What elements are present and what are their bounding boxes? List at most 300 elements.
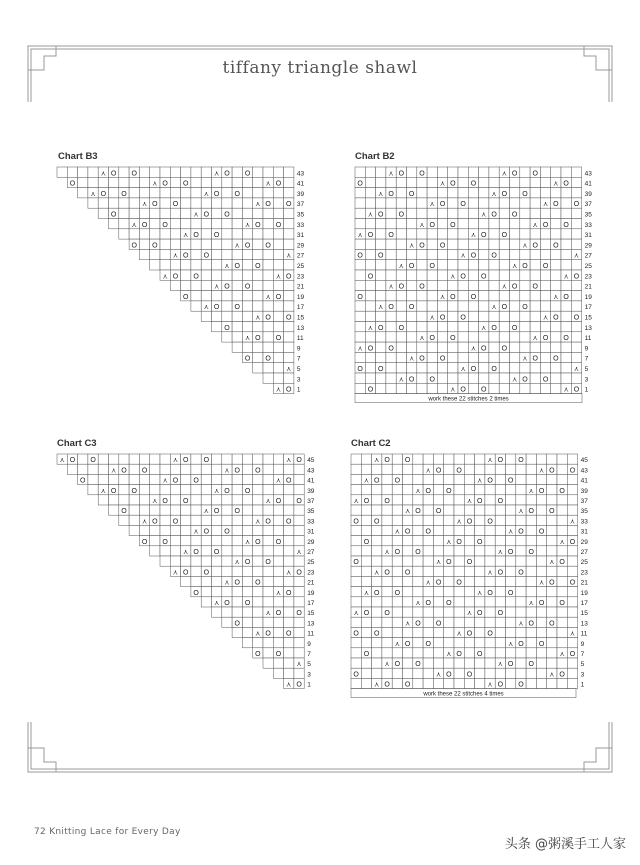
stitch-cell [547,515,557,525]
stitch-cell [510,342,520,352]
yarn-over-symbol: O [425,528,431,536]
stitch-cell [212,556,222,566]
row-number: 3 [580,671,585,679]
stitch-cell [160,546,170,556]
stitch-cell [516,668,526,678]
stitch-cell [212,525,222,535]
stitch-cell [489,177,499,187]
decrease-symbol: ⋏ [384,661,390,669]
yarn-over-symbol: O [507,661,514,669]
yarn-over-symbol: O [501,190,508,198]
stitch-cell [181,198,191,208]
yarn-over-symbol: O [404,569,411,577]
stitch-cell [468,239,478,249]
stitch-cell [382,515,392,525]
stitch-cell [355,280,365,290]
stitch-cell [392,515,402,525]
stitch-cell [284,280,294,290]
stitch-cell [242,291,252,301]
stitch-cell [454,678,464,688]
row-number: 15 [307,610,315,618]
stitch-cell [540,383,550,393]
decrease-symbol: ⋏ [419,335,425,343]
stitch-cell [437,167,447,177]
yarn-over-symbol: O [152,518,158,526]
chart-row [351,485,578,495]
decrease-symbol: ⋏ [378,190,384,198]
yarn-over-symbol: O [234,190,240,198]
stitch-cell [403,546,413,556]
yarn-over-symbol: O [363,538,370,546]
stitch-cell [294,668,304,678]
stitch-cell [506,566,516,576]
stitch-cell [433,597,443,607]
yarn-over-symbol: O [408,263,415,270]
stitch-cell [567,668,577,678]
stitch-cell [372,576,382,586]
stitch-cell [253,270,263,280]
stitch-cell [386,363,396,373]
chart-row [181,291,294,301]
stitch-cell [479,332,489,342]
stitch-cell [510,363,520,373]
stitch-cell [294,515,304,525]
yarn-over-symbol: O [446,600,452,607]
stitch-cell [273,576,283,586]
decrease-symbol: ⋏ [532,335,538,343]
stitch-cell [129,505,139,515]
stitch-cell [526,607,536,617]
yarn-over-symbol: O [265,559,271,567]
stitch-cell [547,587,557,597]
row-number: 5 [584,366,589,373]
stitch-cell [561,188,571,198]
stitch-cell [458,229,468,239]
yarn-over-symbol: O [183,252,189,260]
stitch-cell [520,167,530,177]
chart-c2 [351,454,588,698]
decrease-symbol: ⋏ [446,651,452,658]
stitch-cell [355,352,365,362]
row-number: 23 [584,273,592,281]
stitch-cell [191,177,201,187]
stitch-cell [433,525,443,535]
stitch-cell [403,515,413,525]
decrease-symbol: ⋏ [491,304,497,312]
stitch-cell [212,239,222,249]
stitch-cell [181,167,191,177]
decrease-symbol: ⋏ [172,569,179,577]
stitch-cell [372,638,382,648]
chart-row [351,566,578,576]
yarn-over-symbol: O [481,232,487,240]
decrease-symbol: ⋏ [388,170,394,178]
stitch-cell [437,363,447,373]
yarn-over-symbol: O [477,538,483,546]
stitch-cell [365,167,375,177]
stitch-cell [263,280,273,290]
stitch-cell [448,229,458,239]
chart-row [351,454,578,464]
stitch-cell [392,627,402,637]
stitch-cell [530,301,540,311]
stitch-cell [273,188,283,198]
yarn-over-symbol: O [172,273,179,281]
stitch-cell [232,566,242,576]
stitch-cell [407,177,417,187]
stitch-cell [448,301,458,311]
stitch-cell [530,208,540,218]
chart-row [109,505,305,515]
yarn-over-symbol: O [481,345,487,353]
stitch-cell [351,678,361,688]
stitch-cell [253,188,263,198]
stitch-cell [170,229,180,239]
stitch-cell [464,678,474,688]
yarn-over-symbol: O [183,498,189,505]
stitch-cell [273,668,283,678]
stitch-cell [413,566,423,576]
stitch-cell [191,464,201,474]
yarn-over-symbol: O [162,538,168,546]
stitch-cell [212,495,222,505]
decrease-symbol: ⋏ [549,559,555,567]
stitch-cell [242,301,252,311]
repeat-note: work these 22 stitches 2 times [428,396,509,403]
yarn-over-symbol: O [224,211,230,219]
stitch-cell [355,311,365,321]
decrease-symbol: ⋏ [481,211,487,219]
stitch-cell [448,188,458,198]
stitch-cell [263,587,273,597]
stitch-cell [547,597,557,607]
stitch-cell [139,495,149,505]
stitch-cell [536,587,546,597]
decrease-symbol: ⋏ [470,232,477,240]
stitch-cell [253,546,263,556]
yarn-over-symbol: O [419,170,425,178]
chart-row [78,474,305,484]
yarn-over-symbol: O [100,190,107,198]
stitch-cell [448,352,458,362]
yarn-over-symbol: O [384,498,390,505]
chart-row [355,280,582,290]
stitch-cell [170,546,180,556]
decrease-symbol: ⋏ [141,518,148,526]
row-number: 37 [307,498,315,505]
chart-row [170,566,304,576]
yarn-over-symbol: O [439,355,446,363]
stitch-cell [273,167,283,177]
stitch-cell [242,515,252,525]
stitch-cell [181,188,191,198]
row-number: 39 [580,487,588,495]
yarn-over-symbol: O [419,242,425,250]
stitch-cell [88,464,98,474]
chart-row [355,219,582,229]
stitch-cell [403,576,413,586]
stitch-cell [222,607,232,617]
yarn-over-symbol: O [553,314,559,322]
stitch-cell [423,454,433,464]
stitch-cell [506,627,516,637]
stitch-cell [365,363,375,373]
stitch-cell [253,363,263,373]
stitch-cell [536,648,546,658]
stitch-cell [475,658,485,668]
decrease-symbol: ⋏ [378,304,384,312]
stitch-cell [407,342,417,352]
chart-row [355,311,582,321]
stitch-cell [479,291,489,301]
stitch-cell [365,291,375,301]
yarn-over-symbol: O [429,335,435,343]
stitch-cell [382,576,392,586]
stitch-cell [489,270,499,280]
stitch-cell [489,373,499,383]
yarn-over-symbol: O [470,366,477,373]
stitch-cell [181,525,191,535]
yarn-over-symbol: O [518,569,524,577]
stitch-cell [479,373,489,383]
yarn-over-symbol: O [404,681,411,689]
yarn-over-symbol: O [404,528,411,536]
stitch-cell [561,208,571,218]
decrease-symbol: ⋏ [398,376,404,384]
stitch-cell [551,280,561,290]
stitch-cell [212,587,222,597]
decrease-symbol: ⋏ [497,661,503,669]
chart-row [355,208,582,218]
stitch-cell [516,515,526,525]
stitch-cell [242,188,252,198]
stitch-cell [109,474,119,484]
stitch-cell [433,678,443,688]
stitch-cell [489,383,499,393]
stitch-cell [386,270,396,280]
stitch-cell [571,352,581,362]
stitch-cell [263,208,273,218]
stitch-cell [567,454,577,464]
decrease-symbol: ⋏ [374,457,380,465]
stitch-cell [437,322,447,332]
decrease-symbol: ⋏ [501,283,507,291]
stitch-cell [427,270,437,280]
stitch-cell [530,322,540,332]
decrease-symbol: ⋏ [549,671,555,679]
stitch-cell [536,515,546,525]
stitch-cell [365,311,375,321]
stitch-cell [561,342,571,352]
stitch-cell [506,495,516,505]
yarn-over-symbol: O [522,376,528,384]
stitch-cell [382,525,392,535]
stitch-cell [139,249,149,259]
stitch-cell [444,495,454,505]
row-number: 1 [584,386,589,394]
stitch-cell [150,536,160,546]
stitch-cell [464,658,474,668]
stitch-cell [253,474,263,484]
stitch-cell [129,198,139,208]
stitch-cell [242,270,252,280]
stitch-cell [547,536,557,546]
stitch-cell [273,260,283,270]
yarn-over-symbol: O [450,335,456,343]
yarn-over-symbol: O [398,283,405,291]
decrease-symbol: ⋏ [429,314,435,322]
yarn-over-symbol: O [466,630,473,638]
stitch-cell [201,597,211,607]
stitch-cell [372,485,382,495]
stitch-cell [150,464,160,474]
stitch-cell [475,525,485,535]
yarn-over-symbol: O [224,324,230,332]
yarn-over-symbol: O [559,559,565,567]
yarn-over-symbol: O [419,355,425,363]
stitch-cell [433,474,443,484]
stitch-cell [160,464,170,474]
stitch-cell [547,454,557,464]
stitch-cell [294,597,304,607]
stitch-cell [516,536,526,546]
yarn-over-symbol: O [275,293,282,301]
decrease-symbol: ⋏ [265,498,271,505]
decrease-symbol: ⋏ [435,671,442,679]
stitch-cell [571,260,581,270]
stitch-cell [273,311,283,321]
stitch-cell [294,485,304,495]
stitch-cell [454,668,464,678]
stitch-cell [392,597,402,607]
yarn-over-symbol: O [569,579,576,587]
stitch-cell [361,678,371,688]
stitch-cell [526,566,536,576]
decrease-symbol: ⋏ [512,263,518,270]
decrease-symbol: ⋏ [559,538,565,546]
stitch-cell [479,167,489,177]
yarn-over-symbol: O [244,559,251,567]
stitch-cell [444,617,454,627]
yarn-over-symbol: O [255,579,261,587]
yarn-over-symbol: O [265,518,271,526]
stitch-cell [427,229,437,239]
stitch-cell [557,464,567,474]
stitch-cell [499,260,509,270]
stitch-cell [253,638,263,648]
stitch-cell [536,658,546,668]
stitch-cell [485,638,495,648]
stitch-cell [485,658,495,668]
stitch-cell [191,198,201,208]
stitch-cell [191,454,201,464]
chart-b2 [355,167,592,403]
decrease-symbol: ⋏ [255,518,261,526]
stitch-cell [139,485,149,495]
stitch-cell [361,525,371,535]
decrease-symbol: ⋏ [569,518,576,526]
yarn-over-symbol: O [244,487,251,495]
stitch-cell [510,301,520,311]
stitch-cell [403,607,413,617]
yarn-over-symbol: O [286,518,292,526]
stitch-cell [253,587,263,597]
stitch-cell [540,322,550,332]
yarn-over-symbol: O [569,538,576,546]
yarn-over-symbol: O [213,190,220,198]
stitch-cell [273,198,283,208]
stitch-cell [540,301,550,311]
stitch-cell [109,505,119,515]
stitch-cell [444,658,454,668]
stitch-cell [98,177,108,187]
stitch-cell [88,198,98,208]
stitch-cell [464,536,474,546]
stitch-cell [170,188,180,198]
chart-c2-label: Chart C2 [351,438,391,449]
decrease-symbol: ⋏ [90,190,96,198]
stitch-cell [386,239,396,249]
stitch-cell [485,556,495,566]
stitch-cell [403,536,413,546]
stitch-cell [382,587,392,597]
stitch-cell [273,505,283,515]
stitch-cell [181,270,191,280]
stitch-cell [526,627,536,637]
yarn-over-symbol: O [394,549,401,556]
row-number: 9 [580,640,585,648]
yarn-over-symbol: O [511,211,518,219]
chart-row [355,342,582,352]
chart-row [67,177,294,187]
yarn-over-symbol: O [518,681,524,689]
yarn-over-symbol: O [172,477,179,485]
stitch-cell [510,198,520,208]
stitch-cell [448,198,458,208]
stitch-cell [396,311,406,321]
stitch-cell [365,219,375,229]
stitch-cell [536,556,546,566]
stitch-cell [510,249,520,259]
decrease-symbol: ⋏ [538,579,545,587]
yarn-over-symbol: O [363,610,370,618]
stitch-cell [520,383,530,393]
stitch-cell [355,219,365,229]
decrease-symbol: ⋏ [394,528,400,536]
decrease-symbol: ⋏ [538,467,545,475]
stitch-cell [355,188,365,198]
stitch-cell [129,177,139,187]
stitch-cell [403,597,413,607]
stitch-cell [427,188,437,198]
stitch-cell [361,638,371,648]
stitch-cell [495,638,505,648]
stitch-cell [413,576,423,586]
stitch-cell [540,270,550,280]
stitch-cell [485,607,495,617]
stitch-cell [139,188,149,198]
stitch-cell [273,464,283,474]
row-number: 31 [307,528,315,536]
decrease-symbol: ⋏ [367,324,374,332]
stitch-cell [489,342,499,352]
stitch-cell [468,167,478,177]
yarn-over-symbol: O [477,610,483,618]
chart-b3-label: Chart B3 [58,151,98,162]
stitch-cell [160,505,170,515]
stitch-cell [109,177,119,187]
chart-row [355,167,582,177]
